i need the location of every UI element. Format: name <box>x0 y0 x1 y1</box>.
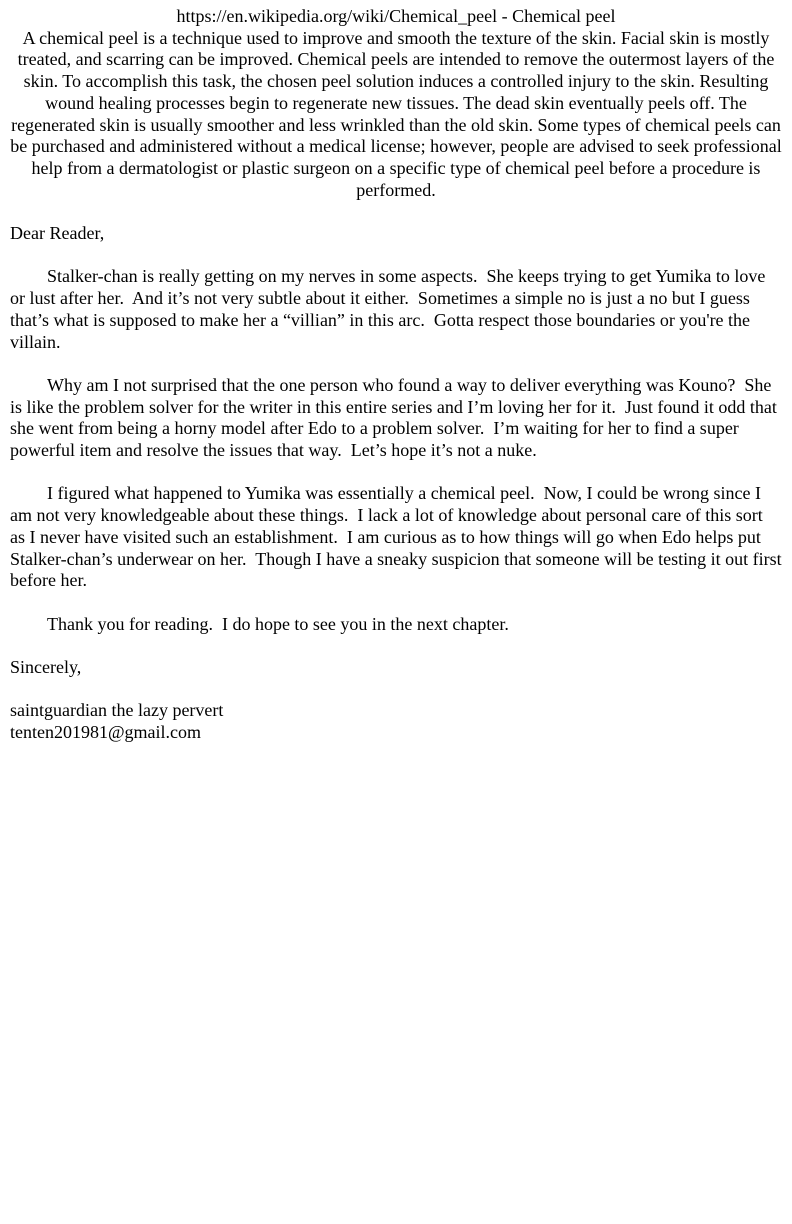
body-paragraph-2: Why am I not surprised that the one person who found a way to deliver everything was Kouno? She is like the problem solver for the writer in this entire series and I’m loving her for it. Just found it odd that she went from being a horny model after Edo to a problem solver. I’m waiting for her to find a super powerful item and resolve the issues that way. Let’s hope it’s not a nuke. <box>10 374 782 461</box>
signature-email: tenten201981@gmail.com <box>10 722 202 743</box>
signature-block <box>10 700 782 743</box>
signature-name: saintguardian the lazy pervert <box>10 700 224 721</box>
thanks-line: Thank you for reading. I do hope to see you in the next chapter. <box>47 613 509 634</box>
body-paragraph-3: I figured what happened to Yumika was essentially a chemical peel. Now, I could be wrong since I am not very knowledgeable about these things. I lack a lot of knowledge about personal care of this sort as I never have visited such an establishment. I am curious as to how things will go when Edo helps put Stalker-chan’s underwear on her. Though I have a sneaky suspicion that someone will be testing it out first before her. <box>10 483 787 591</box>
source-url-line: https://en.wikipedia.org/wiki/Chemical_peel - Chemical peel <box>176 6 616 26</box>
closing-line: Sincerely, <box>10 657 82 677</box>
wiki-summary-paragraph: A chemical peel is a technique used to improve and smooth the texture of the skin. Facial skin is mostly treated, and scarring can be improved. Chemical peels are intended to remove the outermost layers of the skin. To accomplish this task, the chosen peel solution induces a controlled injury to the skin. Resulting wound healing processes begin to regenerate new tissues. The dead skin eventually peels off. The regenerated skin is usually smoother and less wrinkled than the old skin. Some types of chemical peels can be purchased and administered without a medical license; however, people are advised to seek professional help from a dermatologist or plastic surgeon on a specific type of chemical peel before a procedure is performed. <box>10 27 787 200</box>
body-paragraph-1: Stalker-chan is really getting on my nerves in some aspects. She keeps trying to get Yumika to love or lust after her. And it’s not very subtle about it either. Sometimes a simple no is just a no but I guess that’s what is supposed to make her a “villian” in this arc. Gotta respect those boundaries or you're the villain. <box>10 266 770 352</box>
salutation: Dear Reader, <box>10 223 105 244</box>
